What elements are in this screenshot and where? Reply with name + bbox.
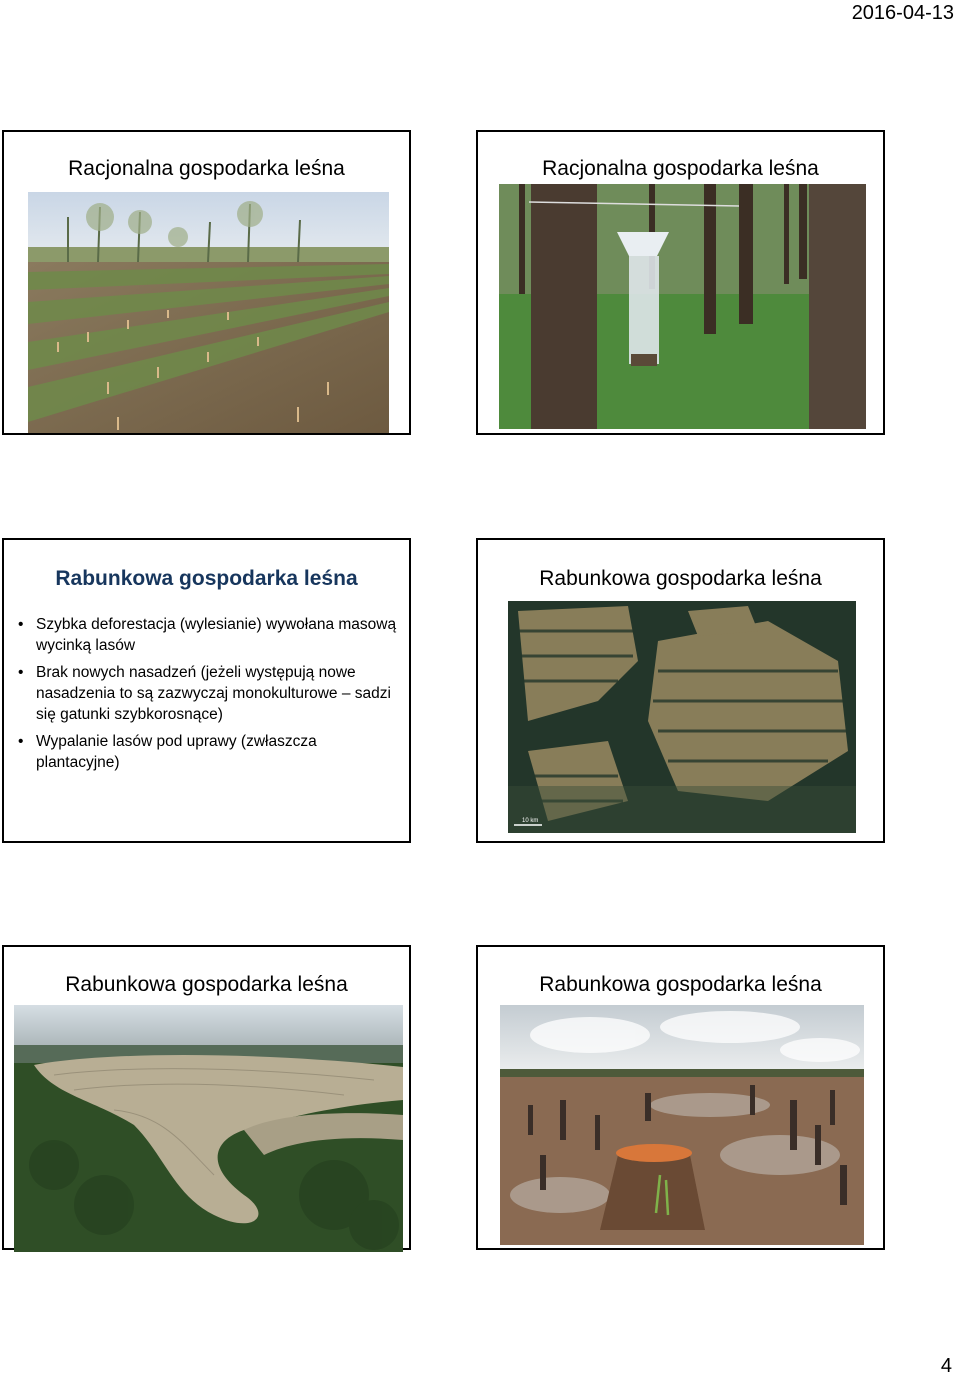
forest-trap-photo bbox=[499, 184, 866, 429]
slide-title: Rabunkowa gospodarka leśna bbox=[539, 567, 822, 590]
list-item bbox=[18, 614, 403, 656]
burned-stumps-photo bbox=[500, 1005, 864, 1245]
list-item bbox=[18, 662, 403, 725]
satellite-deforestation-photo bbox=[508, 601, 856, 833]
slide-2 bbox=[476, 130, 885, 435]
slide-title: Rabunkowa gospodarka leśna bbox=[539, 973, 822, 996]
bullet-icon: • bbox=[18, 733, 24, 750]
bullet-list bbox=[18, 614, 403, 779]
bullet-icon: • bbox=[18, 664, 24, 681]
slide-3 bbox=[2, 538, 411, 843]
header-date: 2016-04-13 bbox=[851, 2, 954, 24]
slide-title: Racjonalna gospodarka leśna bbox=[542, 157, 819, 180]
slide-4 bbox=[476, 538, 885, 843]
scale-label: 10 km bbox=[522, 818, 539, 824]
tree-nursery-photo bbox=[28, 192, 389, 433]
bullet-text: Szybka deforestacja (wylesianie) wywołana masową wycinką lasów bbox=[36, 616, 397, 654]
slide-1 bbox=[2, 130, 411, 435]
bullet-text: Wypalanie lasów pod uprawy (zwłaszcza plantacyjne) bbox=[36, 733, 317, 771]
slide-title: Racjonalna gospodarka leśna bbox=[68, 157, 345, 180]
bullet-text: Brak nowych nasadzeń (jeżeli występują nowe nasadzenia to są zazwyczaj monokulturowe – sadzi się gatunki szybkorosnące) bbox=[36, 664, 391, 723]
slide-6 bbox=[476, 945, 885, 1250]
slide-title: Rabunkowa gospodarka leśna bbox=[55, 567, 358, 590]
page-number: 4 bbox=[940, 1355, 952, 1377]
slide-title: Rabunkowa gospodarka leśna bbox=[65, 973, 348, 996]
aerial-clearcut-photo bbox=[14, 1005, 403, 1252]
list-item bbox=[18, 731, 403, 773]
bullet-icon: • bbox=[18, 616, 24, 633]
slide-5 bbox=[2, 945, 411, 1250]
